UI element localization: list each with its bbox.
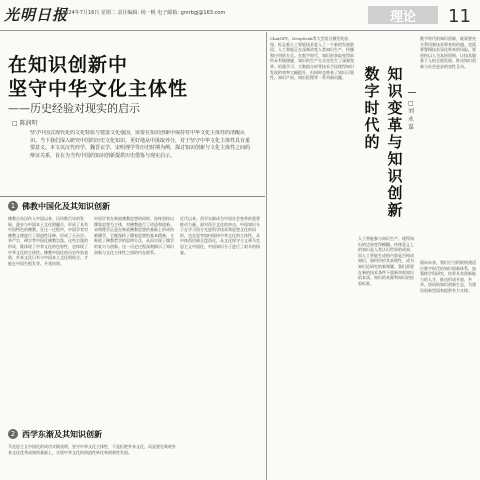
article2-column-3 (420, 36, 476, 256)
article2-col4-text: 面向未来，我们应当积极构建适应数字时代的知识创新体系，加强跨学科研究，培养具有创新能力的人才，推动形成开放、共享、协同的知识创新生态，为建设创新型国家提供有力支撑。 (420, 260, 476, 293)
page-number: 11 (448, 6, 471, 27)
article2-column-1 (270, 36, 354, 476)
article1-abstract: 坚守中国式现代化的文化特质与建设文化强国，需要在知识创新中保持对中华文化主体性的清醒认识。当下我们深入研究中国的历史文化知识，更好地从中汲取养分，对于坚守中华文化主体性具有重要意义。本文以汉代经学、魏晋玄学、宋明理学等历史时期为例，探讨知识创新与文化主体性之间的辩证关系，旨在为当代中国的知识创新提供历史借鉴与现实启示。 (30, 130, 250, 159)
divider (0, 196, 265, 197)
article2-col1-text: ChatGPT、DeepSeek等大型语言模型的出现，标志着人工智能技术进入了一个新的发展阶段。人工智能正在深刻改变人类知识生产、传播和应用的方式。在数字时代，知识的获取变得前所未有地便捷，知识的生产方式也发生了深刻变革。机器学习、大数据分析等技术手段使得知识发现的效率大幅提升，但同时也带来了知识可靠性、知识产权、知识伦理等一系列新问题。 (270, 36, 354, 81)
author-rule (408, 92, 416, 93)
section1-heading (8, 200, 110, 212)
newspaper-masthead: 光明日报 (4, 6, 69, 24)
article1-byline: □ 陈润明 (12, 120, 38, 127)
issue-meta: 2024年7月16日 星期二 责任编辑: 杨一帆 电子邮箱: gmrbgj@163.com (62, 10, 226, 16)
article2-author: □ 刘永谋 (408, 100, 415, 131)
article2-col2-text: 人工智能参与知识生产，使得知识的边界变得模糊。传统意义上的知识是人类认识世界的成果，而人工智能生成的内容是否构成知识，如何评价其真理性，成为知识论研究的新课题。我们需要在新的技术条件下重新审视知识的本质、知识的来源和知识的检验标准。 (358, 236, 414, 286)
article1-column-4 (8, 444, 178, 478)
column-divider (266, 32, 267, 480)
article2-title-col1: 数字时代的 (364, 65, 380, 151)
section2-heading (8, 428, 102, 440)
article2-col3-text: 数字时代的知识创新，既需要充分利用新技术带来的机遇，也需要警惕技术异化带来的风险。要坚持以人为本的原则，让技术服务于人的全面发展，推动知识创新与社会进步的良性互动。 (420, 36, 476, 69)
section2-number: 2 (8, 429, 18, 439)
article1-col2-text: 中国学者在吸收佛教思想的同时，始终坚持以儒家思想为主体，对佛教进行了改造和创新。宋明理学正是在吸收佛教思想的基础上形成的新儒学，它既保持了儒家思想的基本精神，又吸收了佛教哲学的思辨方法，从而实现了儒学的复兴与创新。这一历史过程深刻揭示了知识创新与文化主体性之间的内在联系。 (94, 216, 174, 255)
article1-column-1 (8, 216, 90, 426)
section1-title: 佛教中国化及其知识创新 (22, 200, 110, 211)
article2-title-col2: 知识变革与知识创新 (387, 65, 403, 219)
article1-column-3 (180, 216, 262, 476)
section2-title: 西学东渐及其知识创新 (22, 428, 102, 439)
article1-subtitle: ——历史经验对现实的启示 (8, 102, 140, 115)
article1-title-line2: 坚守中华文化主体性 (8, 78, 189, 100)
article2-column-2 (358, 236, 416, 476)
article1-title-line1: 在知识创新中 (8, 54, 129, 76)
section1-number: 1 (8, 201, 18, 211)
article1-column-2 (94, 216, 176, 426)
article2-column-4 (420, 260, 476, 476)
article1-col3-text: 近代以来，西学东渐成为中国社会变革的重要推动力量。面对西方文化的冲击，中国知识分子在学习西方先进科学技术和思想文化的同时，也在思考如何保持中华文化的主体性。从中体西用到全盘西化，从文化保守主义到马克思主义中国化，中国知识分子进行了艰辛的探索。 (180, 216, 260, 255)
page-header (0, 0, 480, 31)
article1-col4-text: 马克思主义中国化的成功实践表明，坚守中华文化主体性，不是拒绝外来文化，而是要在吸收外来文化优秀成果的基础上，实现中华文化的创造性转化和创新性发展。 (8, 444, 176, 455)
section-tab: 理论 (368, 6, 438, 24)
article1-col1-text: 佛教自东汉传入中国以来，历经数百年的发展，逐步与中国本土文化相融合，形成了具有中国特色的佛教。在这一过程中，中国学者对佛教义理进行了创造性诠释，形成了天台宗、华严宗、禅宗等中国化佛教宗派。这些宗派的形成，既体现了中华文化的包容性，也体现了中华文化的主体性。佛教中国化的历史经验表明，外来文化只有与中国本土文化相结合，才能在中国生根发芽、开花结果。 (8, 216, 88, 266)
